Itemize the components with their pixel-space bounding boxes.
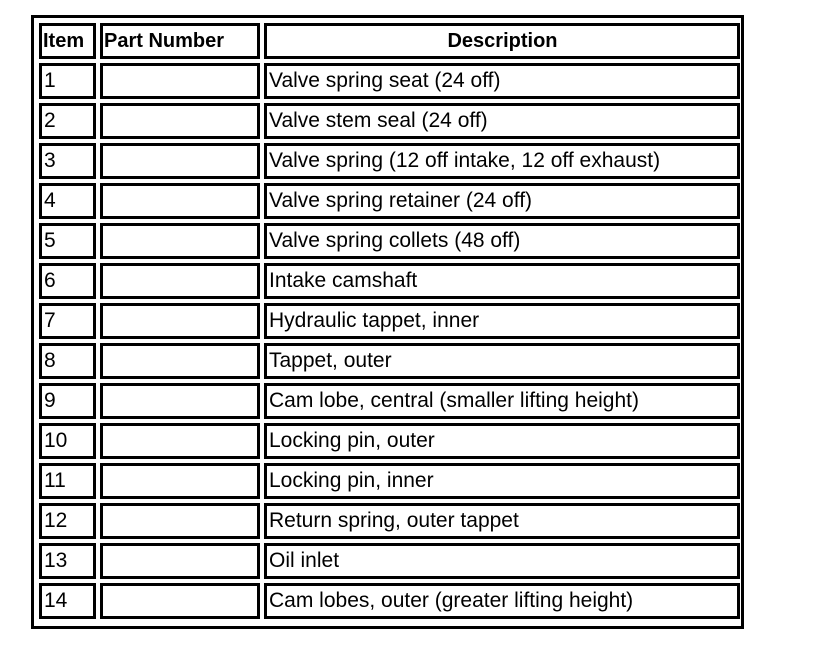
cell-description: Valve stem seal (24 off)	[264, 103, 740, 139]
cell-item: 5	[39, 223, 96, 259]
cell-item: 9	[39, 383, 96, 419]
table-row	[39, 543, 740, 579]
cell-description: Tappet, outer	[264, 343, 740, 379]
table-header-row	[39, 23, 740, 59]
cell-item: 10	[39, 423, 96, 459]
cell-description: Locking pin, inner	[264, 463, 740, 499]
parts-table-frame	[31, 15, 744, 629]
cell-part-number	[100, 303, 260, 339]
cell-description: Oil inlet	[264, 543, 740, 579]
table-row	[39, 383, 740, 419]
cell-item: 12	[39, 503, 96, 539]
cell-part-number	[100, 143, 260, 179]
table-row	[39, 583, 740, 619]
cell-description: Intake camshaft	[264, 263, 740, 299]
cell-description: Cam lobe, central (smaller lifting height)	[264, 383, 740, 419]
table-row	[39, 263, 740, 299]
cell-part-number	[100, 343, 260, 379]
cell-item: 8	[39, 343, 96, 379]
cell-description: Valve spring retainer (24 off)	[264, 183, 740, 219]
cell-description: Cam lobes, outer (greater lifting height)	[264, 583, 740, 619]
cell-item: 14	[39, 583, 96, 619]
cell-item: 11	[39, 463, 96, 499]
cell-item: 2	[39, 103, 96, 139]
table-row	[39, 103, 740, 139]
header-item: Item	[39, 23, 96, 59]
cell-part-number	[100, 263, 260, 299]
cell-part-number	[100, 223, 260, 259]
table-row	[39, 303, 740, 339]
table-row	[39, 503, 740, 539]
cell-description: Valve spring seat (24 off)	[264, 63, 740, 99]
cell-description: Valve spring (12 off intake, 12 off exhaust)	[264, 143, 740, 179]
cell-part-number	[100, 543, 260, 579]
cell-item: 6	[39, 263, 96, 299]
cell-part-number	[100, 503, 260, 539]
header-part-number: Part Number	[100, 23, 260, 59]
cell-item: 1	[39, 63, 96, 99]
cell-part-number	[100, 63, 260, 99]
table-row	[39, 143, 740, 179]
cell-part-number	[100, 463, 260, 499]
cell-part-number	[100, 183, 260, 219]
cell-part-number	[100, 423, 260, 459]
table-row	[39, 183, 740, 219]
cell-description: Locking pin, outer	[264, 423, 740, 459]
header-description: Description	[264, 23, 740, 59]
parts-table	[35, 19, 744, 623]
cell-item: 3	[39, 143, 96, 179]
table-row	[39, 343, 740, 379]
cell-description: Return spring, outer tappet	[264, 503, 740, 539]
cell-description: Hydraulic tappet, inner	[264, 303, 740, 339]
cell-item: 4	[39, 183, 96, 219]
cell-part-number	[100, 383, 260, 419]
table-row	[39, 463, 740, 499]
cell-item: 13	[39, 543, 96, 579]
cell-part-number	[100, 583, 260, 619]
cell-item: 7	[39, 303, 96, 339]
table-row	[39, 63, 740, 99]
cell-description: Valve spring collets (48 off)	[264, 223, 740, 259]
table-row	[39, 223, 740, 259]
cell-part-number	[100, 103, 260, 139]
table-row	[39, 423, 740, 459]
